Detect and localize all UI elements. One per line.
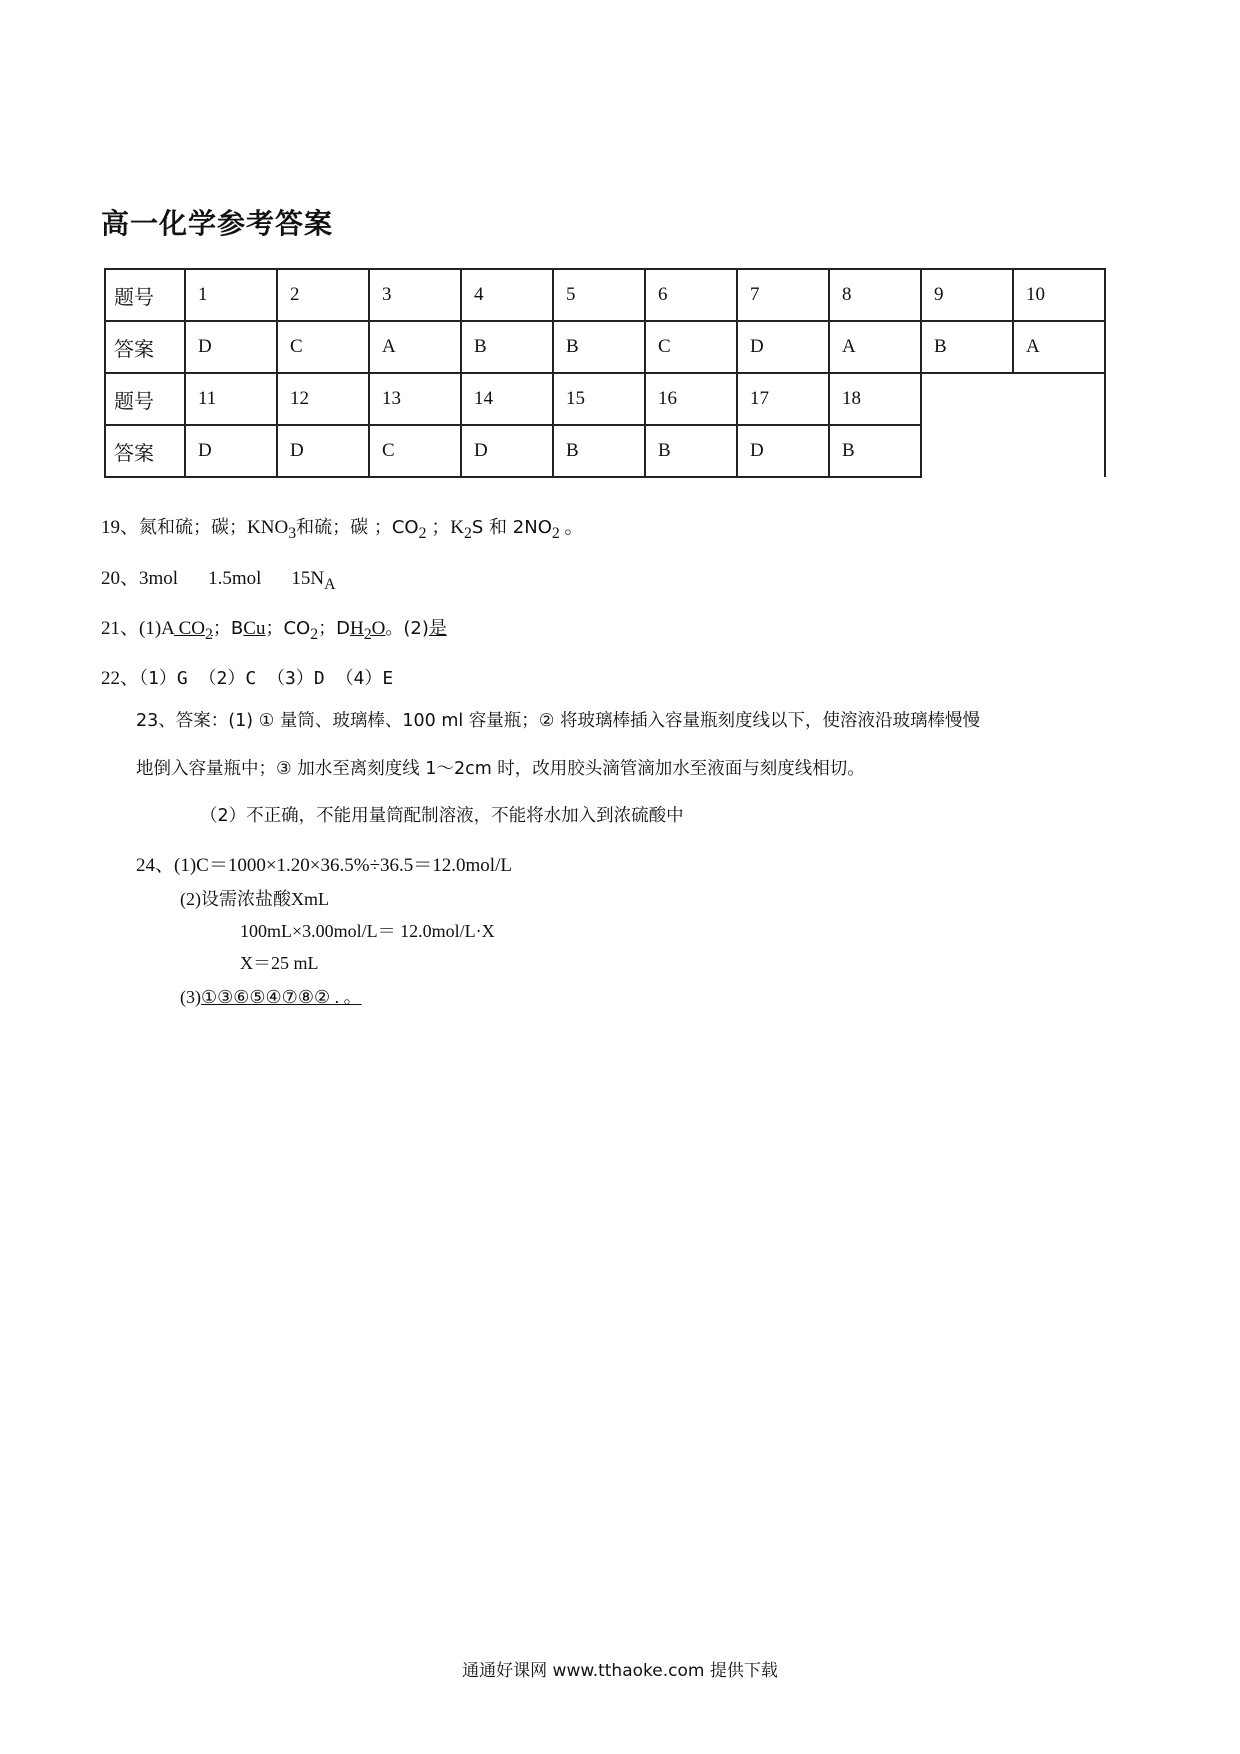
answer-cell: D [737, 321, 829, 373]
answer-cell: B [645, 425, 737, 477]
answer-cell: A [1013, 321, 1105, 373]
question-cell: 6 [645, 269, 737, 321]
answer-23-line1: 23、答案：(1) ① 量筒、玻璃棒、100 ml 容量瓶；② 将玻璃棒插入容量瓶刻度线以下，使溶液沿玻璃棒慢慢 [136, 711, 981, 731]
footer-credit: 通通好课网 www.tthaoke.com 提供下载 [462, 1661, 778, 1681]
answer-23-line3: （2）不正确，不能用量筒配制溶液，不能将水加入到浓硫酸中 [200, 806, 684, 826]
table-row [105, 373, 1105, 425]
header-cell: 题号 [105, 269, 185, 321]
question-cell: 10 [1013, 269, 1105, 321]
question-cell: 9 [921, 269, 1013, 321]
question-cell: 1 [185, 269, 277, 321]
header-cell: 答案 [105, 425, 185, 477]
answer-cell: D [185, 321, 277, 373]
table-row [105, 321, 1105, 373]
question-cell: 18 [829, 373, 921, 425]
page-title: 高一化学参考答案 [101, 207, 334, 240]
question-cell: 12 [277, 373, 369, 425]
question-cell: 13 [369, 373, 461, 425]
table-row [105, 269, 1105, 321]
answer-cell: B [921, 321, 1013, 373]
answer-21: 21、(1)A $CO_2$；BCu；$CO_2$；$DH_2O$。(2)是 [101, 618, 447, 643]
answer-cell: D [737, 425, 829, 477]
header-cell: 题号 [105, 373, 185, 425]
answer-cell: B [461, 321, 553, 373]
answer-cell: B [553, 425, 645, 477]
question-cell: 5 [553, 269, 645, 321]
question-cell: 4 [461, 269, 553, 321]
answer-cell: C [645, 321, 737, 373]
answer-cell: A [829, 321, 921, 373]
answer-19: 19、氮和硫；碳；$KNO_3$和硫；碳 ；$CO_2$ ；$K_2S$ 和 $2NO_2$ 。 [101, 517, 584, 542]
answer-cell: D [185, 425, 277, 477]
empty-cell [921, 425, 1105, 477]
empty-cell [921, 373, 1105, 425]
question-cell: 14 [461, 373, 553, 425]
answer-cell: D [461, 425, 553, 477]
answer-cell: A [369, 321, 461, 373]
answer-24-line5: (3)①③⑥⑤④⑦⑧② . 。 [180, 987, 362, 1007]
answer-24-line2: (2)设需浓盐酸XmL [180, 889, 329, 909]
question-cell: 16 [645, 373, 737, 425]
answer-24-line1: 24、(1)C＝1000×1.20×36.5%÷36.5＝12.0mol/L [136, 855, 512, 876]
answer-24-line4: X＝25 mL [240, 953, 319, 973]
answer-cell: B [553, 321, 645, 373]
question-cell: 8 [829, 269, 921, 321]
header-cell: 答案 [105, 321, 185, 373]
question-cell: 3 [369, 269, 461, 321]
answer-24-line3: 100mL×3.00mol/L＝ 12.0mol/L·X [240, 921, 495, 941]
answer-table [104, 268, 1106, 478]
answer-cell: C [369, 425, 461, 477]
question-cell: 7 [737, 269, 829, 321]
table-row [105, 425, 1105, 477]
answer-cell: D [277, 425, 369, 477]
answer-23-line2: 地倒入容量瓶中；③ 加水至离刻度线 1～2cm 时，改用胶头滴管滴加水至液面与刻度线相切。 [136, 759, 865, 779]
question-cell: 11 [185, 373, 277, 425]
answer-cell: B [829, 425, 921, 477]
question-cell: 15 [553, 373, 645, 425]
answer-cell: C [277, 321, 369, 373]
answer-22: 22、（1）G （2）C （3）D （4）E [101, 668, 394, 689]
question-cell: 17 [737, 373, 829, 425]
answer-20: 20、3mol 1.5mol $15N_A$ [101, 568, 336, 593]
question-cell: 2 [277, 269, 369, 321]
